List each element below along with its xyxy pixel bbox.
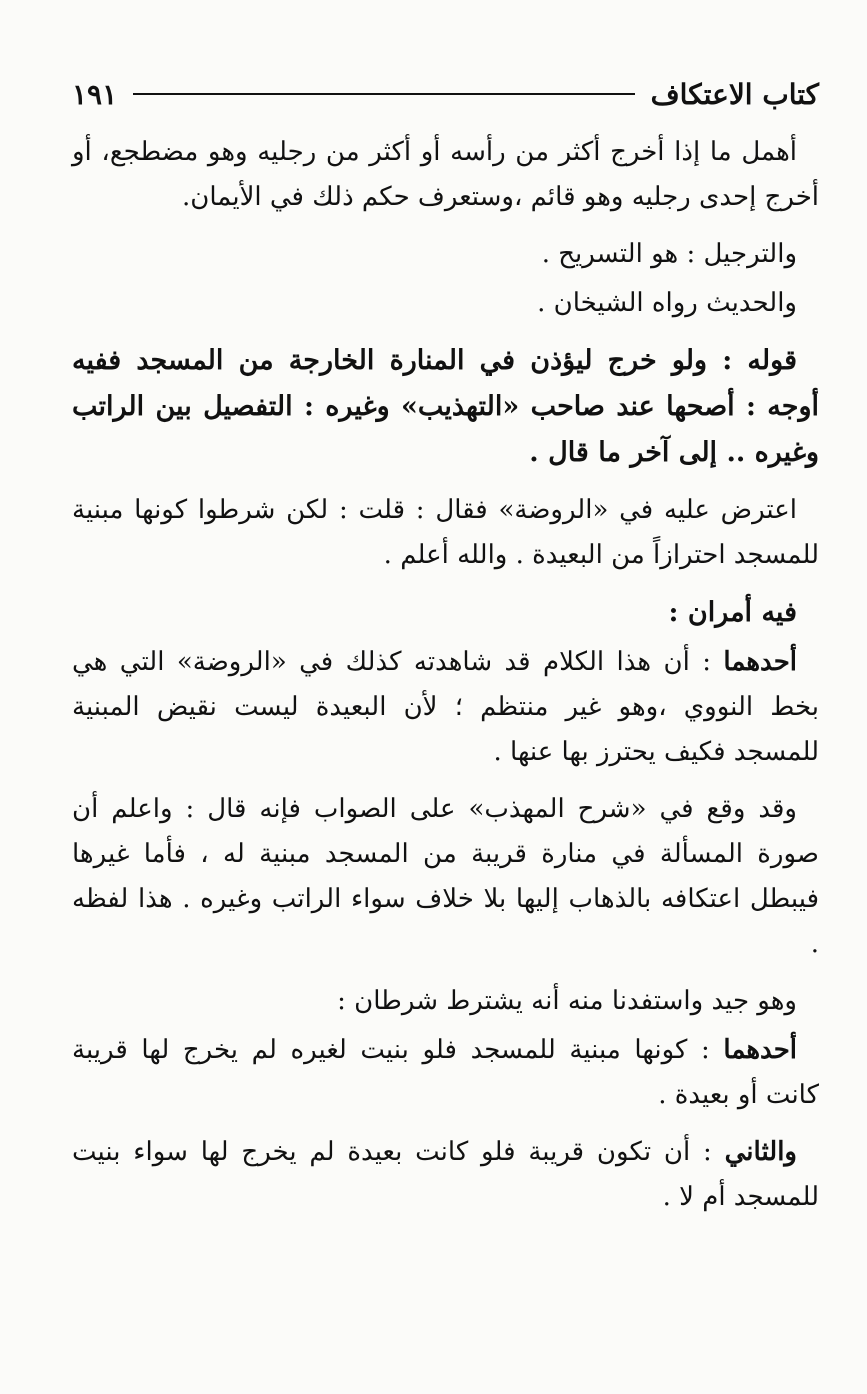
paragraph-11 [72, 1130, 819, 1220]
paragraph-text: : أن تكون قريبة فلو كانت بعيدة لم يخرج لها سواء بنيت للمسجد أم لا . [72, 1137, 819, 1212]
paragraph-lead: أحدهما [723, 647, 797, 677]
book-title: كتاب الاعتكاف [650, 77, 819, 111]
paragraph-text: والحديث رواه الشيخان . [537, 288, 797, 318]
paragraph-3 [72, 281, 819, 326]
paragraph-1 [72, 130, 819, 220]
paragraph-text: وقد وقع في «شرح المهذب» على الصواب فإنه قال : واعلم أن صورة المسألة في منارة قريبة من المسجد مبنية له ، فأما غيرها فيبطل اعتكافه بالذهاب إليها بلا خلاف سواء الراتب وغيره . هذا لفظه . [72, 794, 819, 959]
paragraph-text: : كونها مبنية للمسجد فلو بنيت لغيره لم يخرج لها قريبة كانت أو بعيدة . [72, 1035, 819, 1110]
paragraph-text: فيه أمران : [668, 597, 797, 628]
header-rule [133, 93, 635, 95]
paragraph-text: والترجيل : هو التسريح . [541, 239, 797, 269]
running-header [72, 72, 819, 116]
paragraph-lead: والثاني [724, 1137, 797, 1167]
paragraph-text: وهو جيد واستفدنا منه أنه يشترط شرطان : [337, 986, 797, 1016]
paragraph-section-heading [72, 590, 819, 636]
paragraph-text: اعترض عليه في «الروضة» فقال : قلت : لكن شرطوا كونها مبنية للمسجد احترازاً من البعيدة . والله أعلم . [72, 495, 819, 570]
paragraph-8 [72, 787, 819, 967]
paragraph-10 [72, 1028, 819, 1118]
paragraph-9 [72, 979, 819, 1024]
paragraph-text: قوله : ولو خرج ليؤذن في المنارة الخارجة من المسجد ففيه أوجه : أصحها عند صاحب «التهذيب» وغيره : التفصيل بين الراتب وغيره .. إلى آخر ما قال . [72, 345, 819, 468]
paragraph-lead: أحدهما [723, 1035, 797, 1065]
paragraph-7 [72, 640, 819, 775]
page-number: ١٩١ [72, 77, 118, 111]
paragraph-5 [72, 488, 819, 578]
paragraph-quote-heading [72, 338, 819, 476]
paragraph-2 [72, 232, 819, 277]
paragraph-text: أهمل ما إذا أخرج أكثر من رأسه أو أكثر من رجليه وهو مضطجع، أو أخرج إحدى رجليه وهو قائم ،وستعرف حكم ذلك في الأيمان. [72, 137, 819, 212]
paragraph-text: : أن هذا الكلام قد شاهدته كذلك في «الروضة» التي هي بخط النووي ،وهو غير منتظم ؛ لأن البعيدة ليست نقيض المبنية للمسجد فكيف يحترز بها عنها . [72, 647, 819, 767]
